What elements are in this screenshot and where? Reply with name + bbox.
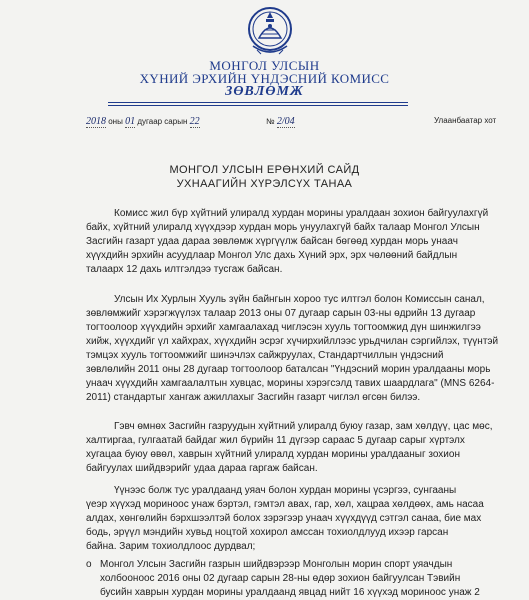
text-line: хүүхдийн эрхийн асуудлаар Монгол Улс дахь Хүний эрх, эрх чөлөөний байдлын	[86, 250, 458, 261]
text-line: тэмцэх хууль тогтоомжийг шинэчлэх сайжруулах, Стандартчиллын үндэсний	[86, 350, 444, 361]
text-line: үеэр хүүхэд мориноос унаж бэртэл, гэмтэл авах, гар, хөл, хацраа хөлдөөх, амь насаа	[86, 499, 484, 510]
bullet-mark: o	[86, 559, 92, 570]
document-type: ЗӨВЛӨМЖ	[225, 84, 304, 99]
paragraph-1	[86, 207, 506, 277]
text-line: Гэвч өмнөх Засгийн газруудын хүйтний улиралд буюу газар, зам хөлдүү, цас мөс,	[114, 421, 493, 432]
text-line: холбооноос 2016 оны 02 дугаар сарын 28-ны өдөр зохион байгуулсан Тэвийн	[100, 573, 461, 584]
recipient-line2: УХНААГИЙН ХҮРЭЛСҮХ ТАНАА	[176, 178, 353, 190]
text-line: Комисс жил бүр хүйтний улиралд хурдан морины уралдаан зохион байгуулахгүй	[114, 208, 489, 219]
number-value: 2/04	[276, 116, 295, 127]
text-line: халтиргаа, гулгаатай байдаг жил бүрийн 11 дүгээр сараас 5 дугаар сарыг хүртэлх	[86, 435, 465, 446]
number-label: №	[266, 117, 275, 126]
text-line: Улсын Их Хурлын Хууль зүйн байнгын хороо тус илтгэл болон Комиссын санал,	[114, 294, 485, 305]
paragraph-2	[86, 293, 506, 405]
paragraph-3	[86, 420, 506, 476]
text-line: зөвлөмжийг хэрэгжүүлэх талаар 2013 оны 07 дугаар сарын 03-ны өдрийн 13 дугаар	[86, 308, 476, 319]
date-year-suffix: оны	[108, 117, 123, 126]
org-name-line1: МОНГОЛ УЛСЫН	[209, 58, 320, 73]
text-line: 2011) стандартыг хангаж ажиллахыг Засгийн газарт чиглэл өгсөн билээ.	[86, 392, 421, 403]
text-line: байна. Зарим тохиолдлоос дурдвал;	[86, 541, 256, 552]
text-line: талаарх 12 дахь илтгэлдээ тусгаж байсан.	[86, 264, 283, 275]
date-day: 22	[189, 116, 200, 127]
document-city: Улаанбаатар хот	[434, 116, 497, 125]
state-emblem-icon	[247, 2, 293, 60]
org-name-line2: ХҮНИЙ ЭРХИЙН ҮНДЭСНИЙ КОМИСС	[139, 71, 390, 86]
document-number	[266, 116, 295, 128]
date-month: 01	[125, 116, 136, 127]
text-line: тогтоолоор хүүхдийн эрхийг хамгаалахад чиглэсэн хууль тогтоомжид дүн шинжилгээ	[86, 322, 481, 333]
text-line: унаач хүүхдийн хамгаалалтын хувцас, морины хэрэгсэлд тавих шаардлага" (MNS 6264-	[86, 378, 495, 389]
header-divider-thin	[108, 105, 408, 106]
text-line: алдах, хөнгөлийн бэрхшээлтэй болох зэрэгээр унаач хүүхдүүд сэтгэл санаа, бие мах	[86, 513, 482, 524]
text-line: хийж, хүүхдийг үл хайхрах, хүүхдийн эсрэг хүчирхийллээс урьдчилан сэргийлэх, түүнтэй	[86, 336, 499, 347]
document-date	[86, 116, 200, 128]
recipient-line1: МОНГОЛ УЛСЫН ЕРӨНХИЙ САЙД	[169, 164, 360, 176]
text-line: Үүнээс болж тус уралдаанд уяач болон хурдан морины үсэргээ, сунгааны	[114, 485, 457, 496]
date-year: 2018	[86, 116, 106, 127]
text-line: зөвлөлийн 2011 оны 28 дугаар тогтоолоор баталсан "Үндэсний морин уралдааны морь	[86, 364, 491, 375]
text-line: бусийн хаврын хурдан морины уралдаанд явцад нийт 16 хүүхэд мориноос унаж 2	[100, 587, 480, 598]
text-line: хугацаа буюу өвөл, хаврын хүйтний улиралд хурдан морины уралдааныг зохион	[86, 449, 460, 460]
header-divider	[108, 102, 408, 103]
text-line: бодь, эрүүл мэндийн хувьд ноцтой хохирол амссан тохиолдлууд ихээр гарсан	[86, 527, 449, 538]
date-month-label: дугаар сарын	[137, 117, 188, 126]
text-line: байгуулах шийдвэрийг удаа дараа гаргаж байсан.	[86, 463, 318, 474]
text-line: Засгийн газарт удаа дараа зөвлөмж хүргүүлж байсан бөгөөд хурдан морь унаач	[86, 236, 458, 247]
text-line: байх, хүйтний улиралд хүүхдээр хурдан морь унуулахгүй байх талаар Монгол Улсын	[86, 222, 480, 233]
paragraph-4	[86, 484, 506, 554]
text-line: Монгол Улсын Засгийн газрын шийдвэрээр Монголын морин спорт уяачдын	[100, 559, 453, 570]
bullet-item	[86, 558, 506, 600]
